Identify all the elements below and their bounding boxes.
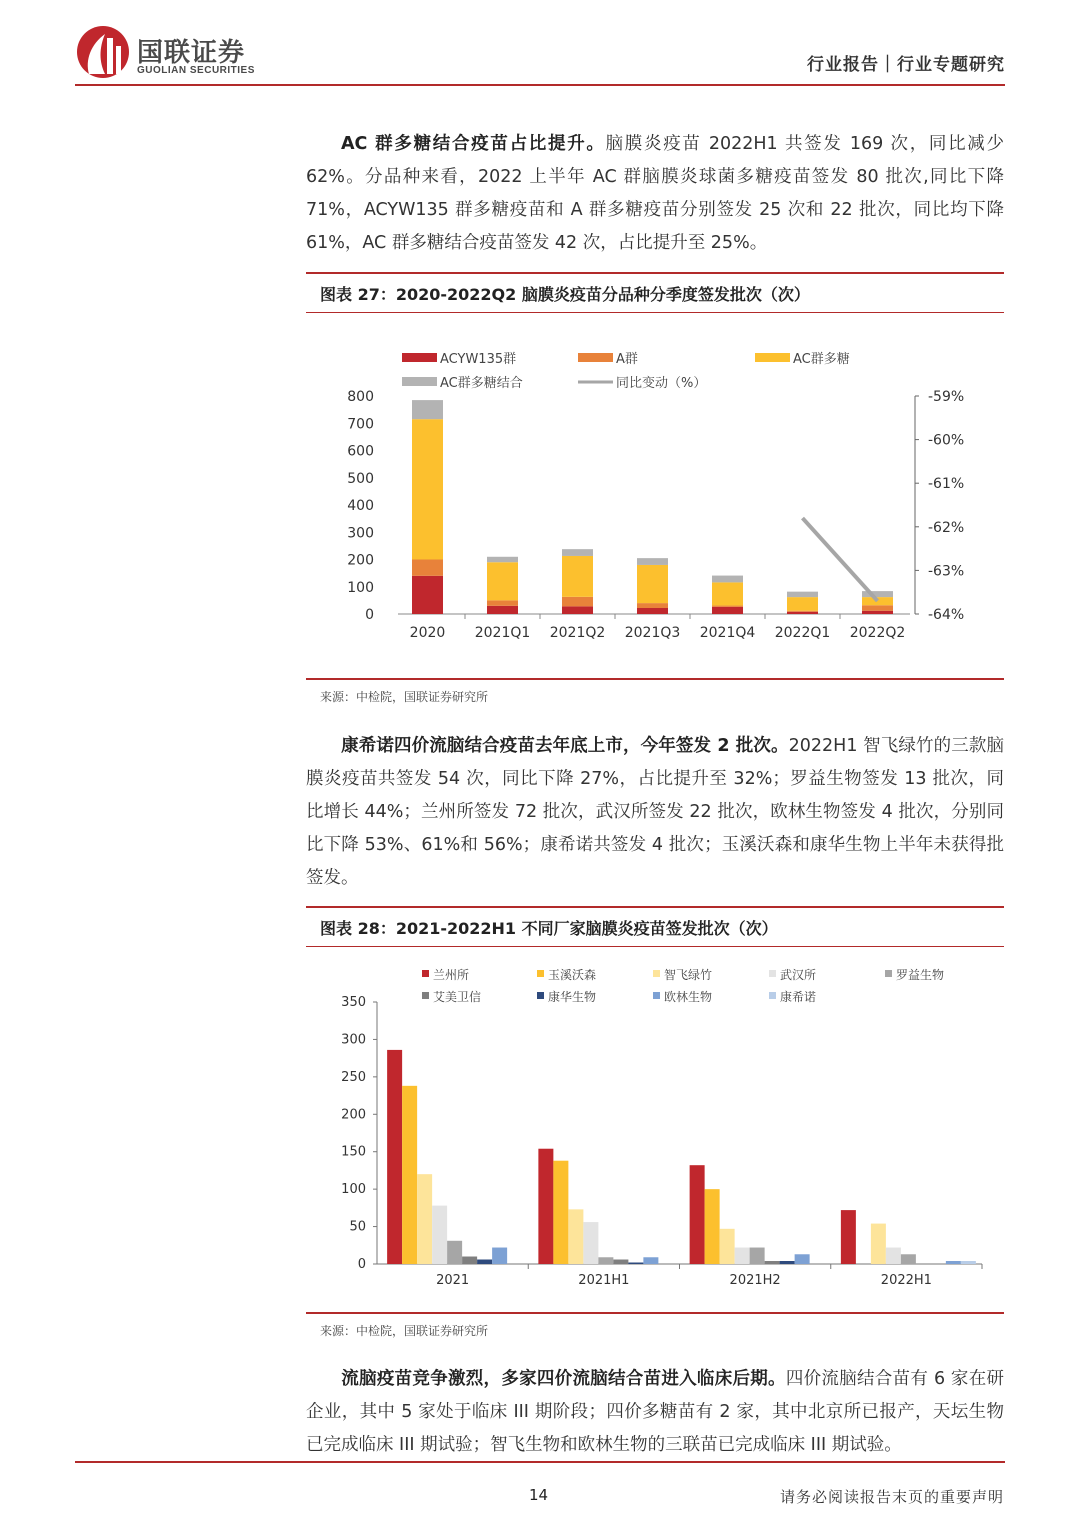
legend-swatch [653,992,660,999]
bar [886,1248,901,1264]
legend-label: 欧林生物 [664,990,713,1004]
y-tick-label: 150 [341,1144,366,1160]
y-tick-label: 100 [347,579,374,596]
bar-segment [787,597,818,611]
paragraph-text: 脑膜炎疫苗 2022H1 共签发 169 次，同比减少 62%。分品种来看，2022 上半年 AC 群脑膜炎球菌多糖疫苗签发 80 批次,同比下降 71%，ACYW135 群多糖疫苗和 A 群多糖疫苗分别签发 25 次和 22 批次，同比均下降 61%，AC 群多糖结合疫苗签发 42 次，占比提升至 25%。 [306,134,1004,253]
bar-segment [412,576,443,614]
bar-segment [712,606,743,607]
paragraph-lead: AC 群多糖结合疫苗占比提升。 [341,134,606,154]
bar [643,1257,658,1264]
paragraph-ac-conjugate [306,128,1004,260]
bar-segment [637,608,668,614]
bar [417,1174,432,1264]
y2-tick-label: -62% [928,519,965,536]
bar [553,1161,568,1264]
bar-segment [562,556,593,597]
y-tick-label: 200 [341,1107,366,1123]
legend-label: 智飞绿竹 [664,968,713,982]
bar [871,1224,886,1264]
x-tick-label: 2022H1 [880,1273,932,1288]
bar-segment [487,606,518,614]
paragraph-lead: 流脑疫苗竞争激烈，多家四价流脑结合苗进入临床后期。 [341,1369,786,1389]
legend-label: 康希诺 [780,990,817,1004]
figure-28-title-bar [306,906,1004,947]
legend-label: 艾美卫信 [433,990,482,1004]
bar-segment [712,576,743,583]
bar-segment [412,400,443,419]
yoy-change-line [803,518,878,601]
bar [598,1257,613,1264]
bar [946,1261,961,1264]
bar [795,1254,810,1264]
y2-tick-label: -63% [928,563,965,580]
footer-disclaimer: 请务必阅读报告末页的重要声明 [779,1488,1004,1506]
y-tick-label: 300 [341,1032,366,1048]
guolian-logo-icon [75,24,131,80]
y-tick-label: 500 [347,470,374,487]
bar [841,1210,856,1264]
figure-27-bottom-rule [306,678,1004,680]
legend-swatch [422,970,429,977]
bar-segment [712,582,743,605]
figure-27-source: 来源：中检院，国联证券研究所 [320,690,489,704]
legend-swatch [769,992,776,999]
y2-tick-label: -64% [928,607,965,623]
page-number: 14 [529,1486,549,1504]
y-tick-label: 0 [365,607,374,623]
figure-28-bottom-rule [306,1312,1004,1314]
bar-segment [412,419,443,559]
paragraph-text: 2022H1 智飞绿竹的三款脑膜炎疫苗共签发 54 次，同比下降 27%，占比提升至 32%；罗益生物签发 13 批次，同比增长 44%；兰州所签发 72 批次，武汉所签发 22 批次，欧林生物签发 4 批次，分别同比下降 53%、61%和 56%；康希诺共签发 4 批次；玉溪沃森和康华生物上半年未获得批签发。 [306,736,1004,888]
bar-segment [487,600,518,605]
bar-segment [487,562,518,600]
bar [690,1165,705,1264]
figure-27-chart [340,340,980,645]
bar [568,1209,583,1264]
logo-text-en: GUOLIAN SECURITIES [137,65,255,76]
report-type: 行业报告｜行业专题研究 [807,55,1005,75]
legend-swatch [885,970,892,977]
figure-27-title: 图表 27：2020-2022Q2 脑膜炎疫苗分品种分季度签发批次（次） [320,285,810,304]
y-tick-label: 300 [347,525,374,542]
bar-segment [712,607,743,614]
bar-segment [562,606,593,614]
y2-tick-label: -59% [928,389,965,405]
figure-27-title-bar [306,272,1004,313]
bar [705,1189,720,1264]
bar [780,1261,795,1264]
legend-label: ACYW135群 [440,352,517,367]
y-tick-label: 350 [341,995,366,1010]
bar [387,1050,402,1264]
x-tick-label: 2020 [409,625,446,641]
legend-label: 武汉所 [780,968,817,982]
bar [628,1263,643,1264]
bar [538,1149,553,1264]
bar [613,1260,628,1264]
legend-label: 罗益生物 [896,968,945,982]
bar [402,1086,417,1264]
bar [462,1257,477,1264]
bar-segment [487,557,518,562]
x-tick-label: 2021 [436,1273,470,1288]
legend-swatch [422,992,429,999]
y-tick-label: 400 [347,498,374,514]
bar-segment [562,597,593,607]
y-tick-label: 700 [347,416,374,433]
bar-segment [862,605,893,610]
y-tick-label: 600 [347,443,374,460]
y-tick-label: 800 [347,389,374,405]
bar [735,1248,750,1264]
paragraph-cansino [306,730,1004,895]
x-tick-label: 2021Q1 [474,625,531,641]
legend-swatch [653,970,660,977]
bar [961,1261,976,1264]
y2-tick-label: -61% [928,476,965,493]
legend-swatch [537,970,544,977]
bar-segment [412,560,443,576]
legend-label: AC群多糖 [793,352,850,367]
legend-label: 康华生物 [548,990,597,1004]
legend-label: A群 [616,352,638,367]
bar [477,1260,492,1264]
logo-text-cn: 国联证券 [137,38,246,68]
y-tick-label: 200 [347,552,374,569]
paragraph-text: 四价流脑结合苗有 6 家在研企业，其中 5 家处于临床 III 期阶段；四价多糖苗有 2 家，其中北京所已报产，天坛生物已完成临床 III 期试验；智飞生物和欧林生物的三联苗已完成临床 III 期试验。 [306,1369,1004,1455]
page-header [75,22,1005,86]
bar [432,1206,447,1264]
footer-divider [75,1461,1005,1463]
bar [750,1248,765,1264]
figure-28-title: 图表 28：2021-2022H1 不同厂家脑膜炎疫苗签发批次（次） [320,919,778,938]
bar-segment [787,592,818,597]
y2-tick-label: -60% [928,432,965,449]
x-tick-label: 2021H1 [578,1273,630,1288]
legend-swatch [755,353,790,362]
y-tick-label: 0 [357,1257,366,1272]
y-tick-label: 250 [341,1069,366,1085]
bar-segment [787,612,818,614]
bar [447,1241,462,1264]
legend-swatch [402,377,437,386]
bar [765,1261,780,1264]
x-tick-label: 2021Q3 [624,625,681,641]
x-tick-label: 2022Q2 [849,625,906,641]
bar-segment [637,603,668,608]
x-tick-label: 2022Q1 [774,625,831,641]
legend-swatch [537,992,544,999]
y-tick-label: 100 [341,1182,366,1198]
x-tick-label: 2021Q2 [549,625,606,641]
legend-swatch [578,353,613,362]
legend-label: 玉溪沃森 [548,968,597,982]
bar [583,1222,598,1264]
legend-label: AC群多糖结合 [440,376,523,391]
header-divider [75,84,1005,86]
figure-28-source: 来源：中检院，国联证券研究所 [320,1324,489,1338]
paragraph-lead: 康希诺四价流脑结合疫苗去年底上市，今年签发 2 批次。 [341,736,789,756]
bar-segment [862,611,893,614]
x-tick-label: 2021Q4 [699,625,756,641]
bar [901,1254,916,1264]
bar-segment [637,558,668,565]
paragraph-competition [306,1363,1004,1462]
bar-segment [637,565,668,603]
y-tick-label: 50 [349,1219,366,1235]
bar-segment [862,591,893,597]
x-tick-label: 2021H2 [729,1273,781,1288]
legend-label: 兰州所 [433,968,470,982]
legend-label: 同比变动（%） [616,376,707,391]
bar [492,1248,507,1264]
legend-swatch [402,353,437,362]
bar-segment [787,611,818,612]
legend-swatch [769,970,776,977]
bar-segment [562,549,593,556]
bar [720,1229,735,1264]
figure-28-chart [330,960,1000,1295]
